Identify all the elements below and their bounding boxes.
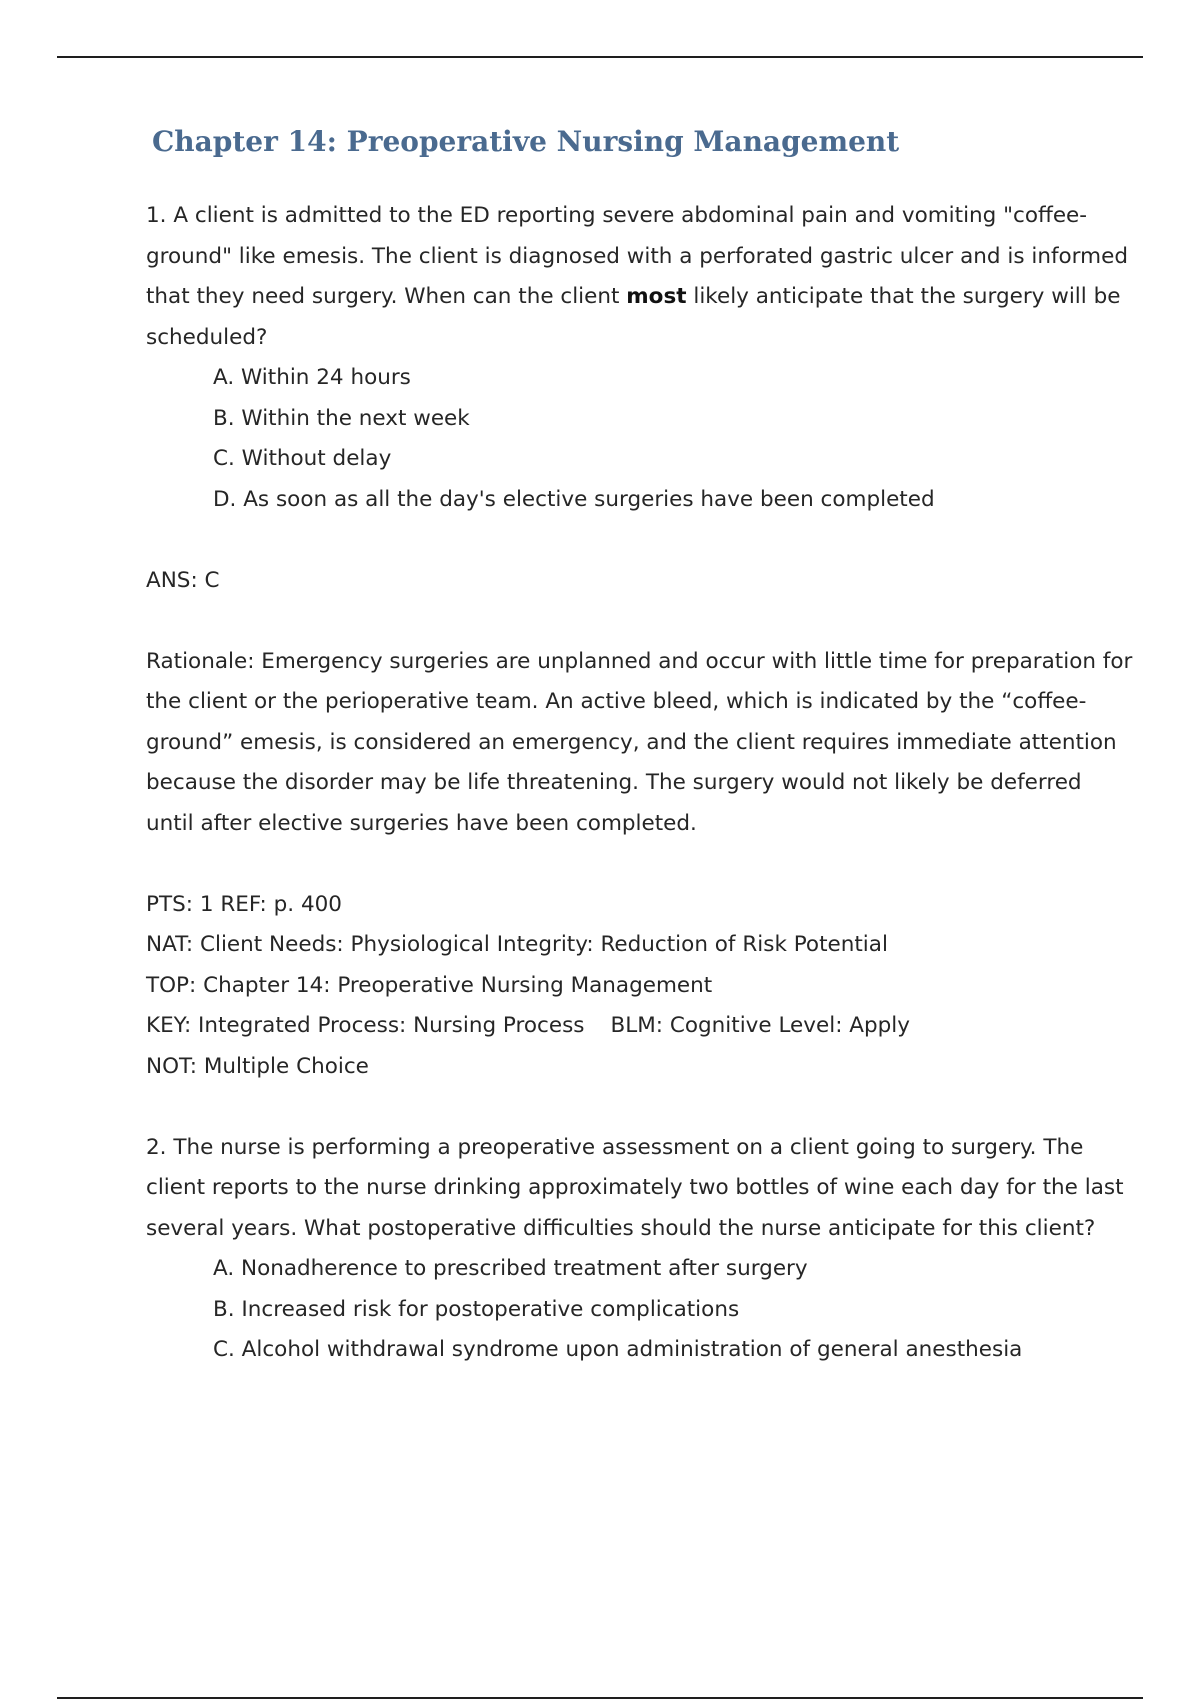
question-2-option-a: A. Nonadherence to prescribed treatment after surgery	[213, 1256, 808, 1281]
chapter-title: Chapter 14: Preoperative Nursing Management	[152, 125, 900, 158]
question-1-stem-end: likely anticipate that the surgery will be scheduled?	[146, 284, 1121, 350]
question-2-options	[146, 1249, 1136, 1371]
question-1-key-blm	[146, 1006, 1136, 1047]
question-2-option-c: C. Alcohol withdrawal syndrome upon administration of general anesthesia	[213, 1337, 1023, 1362]
question-1-option-b: B. Within the next week	[213, 405, 470, 431]
question-1-not: NOT: Multiple Choice	[146, 1053, 369, 1079]
document-body	[146, 118, 1136, 1371]
question-1-stem-text: 1. A client is admitted to the ED reporting severe abdominal pain and vomiting "coffee-ground" like emesis. The client is diagnosed with a perforated gastric ulcer and is informed that they need surgery. When can the client	[146, 203, 1128, 309]
question-2-stem: 2. The nurse is performing a preoperative assessment on a client going to surgery. The client reports to the nurse drinking approximately two bottles of wine each day for the last several years. What postoperative difficulties should the nurse anticipate for this client?	[146, 1134, 1124, 1241]
question-1-option-d: D. As soon as all the day's elective surgeries have been completed	[213, 486, 935, 512]
question-1-answer: ANS: C	[146, 567, 220, 593]
question-1-blm: BLM: Cognitive Level: Apply	[610, 1013, 910, 1038]
question-1-option-a: A. Within 24 hours	[213, 365, 411, 390]
question-1-top: TOP: Chapter 14: Preoperative Nursing Management	[146, 972, 713, 998]
question-1-nat: NAT: Client Needs: Physiological Integrity: Reduction of Risk Potential	[146, 932, 888, 957]
question-1-key: KEY: Integrated Process: Nursing Process	[146, 1013, 585, 1038]
question-1-stem	[146, 196, 1136, 358]
bottom-rule	[57, 1697, 1143, 1699]
question-1-pts-ref: PTS: 1 REF: p. 400	[146, 891, 342, 917]
question-1-options	[146, 358, 1136, 520]
top-rule	[57, 56, 1143, 58]
question-1-rationale: Rationale: Emergency surgeries are unplanned and occur with little time for preparation for the client or the perioperative team. An active bleed, which is indicated by the “coffee-ground” emesis, is considered an emergency, and the client requires immediate attention because the disorder may be life threatening. The surgery would not likely be deferred until after elective surgeries have been completed.	[146, 648, 1133, 836]
question-1-emphasis: most	[626, 284, 687, 309]
question-2-option-b: B. Increased risk for postoperative complications	[213, 1296, 740, 1322]
question-1-option-c: C. Without delay	[213, 446, 392, 471]
